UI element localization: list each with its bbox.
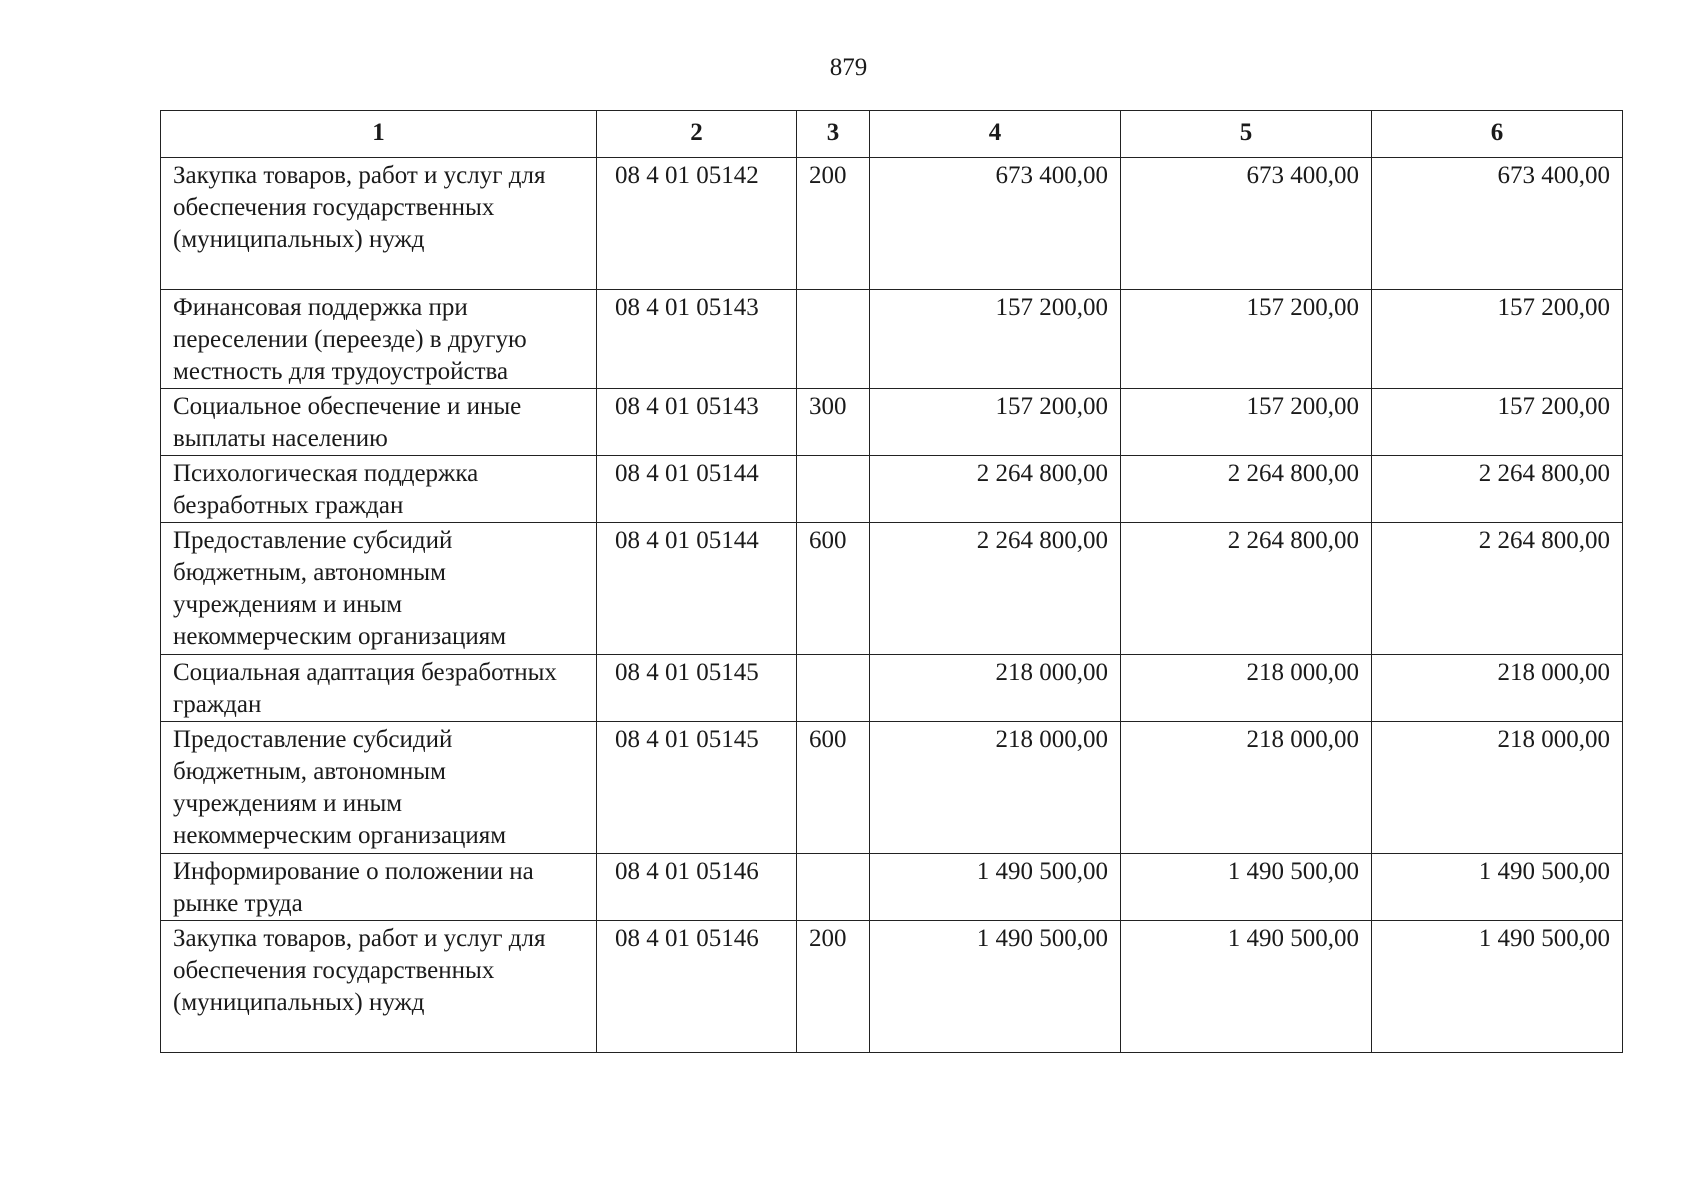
row-type-cell: 200: [797, 158, 870, 290]
page-number: 879: [829, 54, 868, 81]
row-value-cell-6: 218 000,00: [1372, 722, 1623, 854]
row-value-cell-5: 1 490 500,00: [1121, 921, 1372, 1053]
row-code-cell: 08 4 01 05143: [597, 389, 797, 456]
header-cell-1: 1: [161, 111, 597, 158]
row-value-cell-6: 673 400,00: [1372, 158, 1623, 290]
table-row: [161, 158, 1623, 290]
row-value-cell-5: 157 200,00: [1121, 389, 1372, 456]
row-code-cell: 08 4 01 05145: [597, 655, 797, 722]
row-type-cell: [797, 456, 870, 523]
row-code-cell: 08 4 01 05144: [597, 456, 797, 523]
row-type-cell: 300: [797, 389, 870, 456]
table-row: [161, 921, 1623, 1053]
row-value-cell-5: 157 200,00: [1121, 290, 1372, 389]
row-code-cell: 08 4 01 05146: [597, 921, 797, 1053]
row-value-cell-4: 2 264 800,00: [870, 523, 1121, 655]
row-value-cell-4: 1 490 500,00: [870, 854, 1121, 921]
row-code-cell: 08 4 01 05145: [597, 722, 797, 854]
row-value-cell-5: 218 000,00: [1121, 655, 1372, 722]
row-value-cell-4: 218 000,00: [870, 722, 1121, 854]
row-value-cell-4: 157 200,00: [870, 389, 1121, 456]
row-value-cell-4: 157 200,00: [870, 290, 1121, 389]
row-value-cell-5: 2 264 800,00: [1121, 523, 1372, 655]
row-value-cell-5: 218 000,00: [1121, 722, 1372, 854]
budget-table: [160, 110, 1623, 1053]
row-type-cell: [797, 655, 870, 722]
row-value-cell-4: 1 490 500,00: [870, 921, 1121, 1053]
row-code-cell: 08 4 01 05144: [597, 523, 797, 655]
row-value-cell-5: 673 400,00: [1121, 158, 1372, 290]
row-type-cell: [797, 290, 870, 389]
row-type-cell: [797, 854, 870, 921]
row-name-cell: Психологическая поддержка безработных граждан: [161, 456, 597, 523]
row-value-cell-6: 1 490 500,00: [1372, 921, 1623, 1053]
header-cell-2: 2: [597, 111, 797, 158]
row-value-cell-6: 218 000,00: [1372, 655, 1623, 722]
row-value-cell-4: 218 000,00: [870, 655, 1121, 722]
row-value-cell-6: 1 490 500,00: [1372, 854, 1623, 921]
row-value-cell-6: 157 200,00: [1372, 290, 1623, 389]
row-type-cell: 600: [797, 722, 870, 854]
row-value-cell-5: 1 490 500,00: [1121, 854, 1372, 921]
table-row: [161, 722, 1623, 854]
row-name-cell: Социальная адаптация безработных граждан: [161, 655, 597, 722]
row-value-cell-6: 157 200,00: [1372, 389, 1623, 456]
row-type-cell: 600: [797, 523, 870, 655]
header-cell-6: 6: [1372, 111, 1623, 158]
header-cell-4: 4: [870, 111, 1121, 158]
header-cell-3: 3: [797, 111, 870, 158]
row-code-cell: 08 4 01 05146: [597, 854, 797, 921]
row-name-cell: Информирование о положении на рынке труда: [161, 854, 597, 921]
row-code-cell: 08 4 01 05142: [597, 158, 797, 290]
table-row: [161, 523, 1623, 655]
table-row: [161, 456, 1623, 523]
row-value-cell-6: 2 264 800,00: [1372, 456, 1623, 523]
row-type-cell: 200: [797, 921, 870, 1053]
row-code-cell: 08 4 01 05143: [597, 290, 797, 389]
row-name-cell: Предоставление субсидий бюджетным, автономным учреждениям и иным некоммерческим организациям: [161, 722, 597, 854]
row-value-cell-6: 2 264 800,00: [1372, 523, 1623, 655]
row-name-cell: Закупка товаров, работ и услуг для обеспечения государственных (муниципальных) нужд: [161, 158, 597, 290]
header-cell-5: 5: [1121, 111, 1372, 158]
row-name-cell: Финансовая поддержка при переселении (переезде) в другую местность для трудоустройства: [161, 290, 597, 389]
table-row: [161, 854, 1623, 921]
row-name-cell: Закупка товаров, работ и услуг для обеспечения государственных (муниципальных) нужд: [161, 921, 597, 1053]
row-name-cell: Предоставление субсидий бюджетным, автономным учреждениям и иным некоммерческим организациям: [161, 523, 597, 655]
row-value-cell-5: 2 264 800,00: [1121, 456, 1372, 523]
row-value-cell-4: 673 400,00: [870, 158, 1121, 290]
table-row: [161, 655, 1623, 722]
header-row: [161, 111, 1623, 158]
row-value-cell-4: 2 264 800,00: [870, 456, 1121, 523]
row-name-cell: Социальное обеспечение и иные выплаты населению: [161, 389, 597, 456]
table-row: [161, 290, 1623, 389]
table-row: [161, 389, 1623, 456]
